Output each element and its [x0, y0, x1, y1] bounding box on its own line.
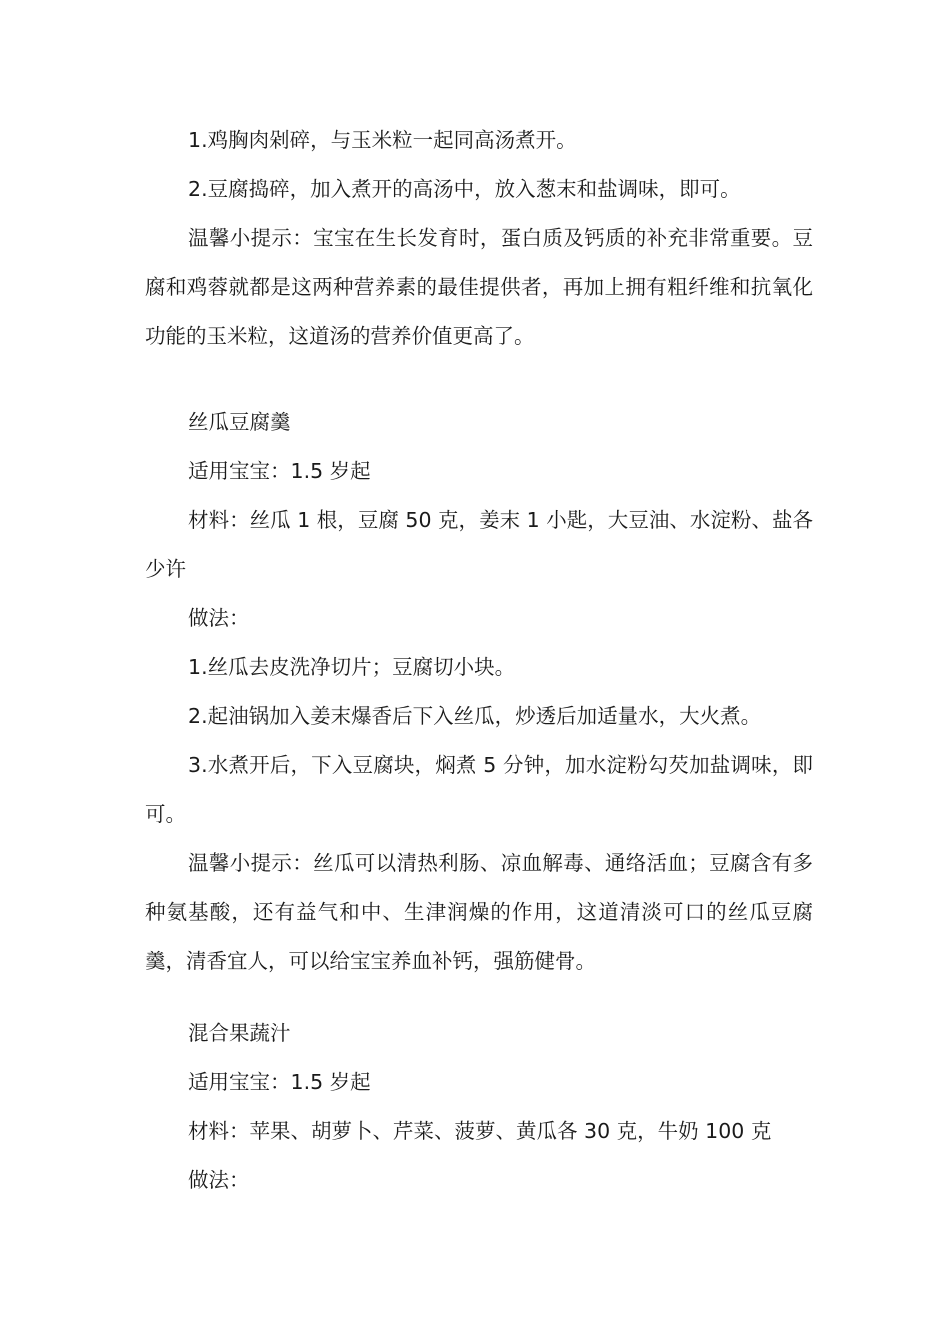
section2-method-label: 做法：	[188, 606, 250, 630]
section-spacer	[145, 361, 813, 398]
section3-age: 适用宝宝：1.5 岁起	[188, 1070, 371, 1094]
section1-step1: 1.鸡胸肉剁碎，与玉米粒一起同高汤煮开。	[188, 128, 577, 152]
section2-title: 丝瓜豆腐羹	[188, 410, 291, 434]
section3-title: 混合果蔬汁	[188, 1021, 291, 1045]
section-spacer	[145, 986, 813, 1009]
section2-ingredients: 材料：丝瓜 1 根，豆腐 50 克，姜末 1 小匙，大豆油、水淀粉、盐各少许	[145, 508, 813, 581]
section2-step2: 2.起油锅加入姜末爆香后下入丝瓜，炒透后加适量水，大火煮。	[188, 704, 762, 728]
section2-age: 适用宝宝：1.5 岁起	[188, 459, 371, 483]
section2-step3: 3.水煮开后，下入豆腐块，焖煮 5 分钟，加水淀粉勾芡加盐调味，即可。	[145, 753, 813, 826]
document-body	[145, 116, 813, 1205]
section1-tip: 温馨小提示：宝宝在生长发育时，蛋白质及钙质的补充非常重要。豆腐和鸡蓉就都是这两种营养素的最佳提供者，再加上拥有粗纤维和抗氧化功能的玉米粒，这道汤的营养价值更高了。	[145, 226, 813, 348]
section3-ingredients: 材料：苹果、胡萝卜、芹菜、菠萝、黄瓜各 30 克，牛奶 100 克	[188, 1119, 772, 1143]
section2-tip: 温馨小提示：丝瓜可以清热利肠、凉血解毒、通络活血；豆腐含有多种氨基酸，还有益气和中、生津润燥的作用，这道清淡可口的丝瓜豆腐羹，清香宜人，可以给宝宝养血补钙，强筋健骨。	[145, 851, 813, 973]
section2-step1: 1.丝瓜去皮洗净切片；豆腐切小块。	[188, 655, 516, 679]
section3-method-label: 做法：	[188, 1168, 250, 1192]
section1-step2: 2.豆腐捣碎，加入煮开的高汤中，放入葱末和盐调味，即可。	[188, 177, 741, 201]
